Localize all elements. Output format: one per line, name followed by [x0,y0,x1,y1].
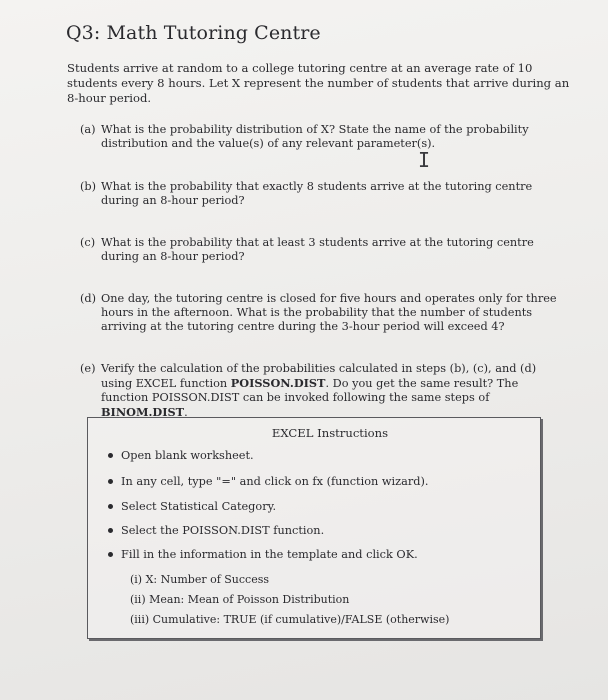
template-field: (ii) Mean: Mean of Poisson Distribution [130,593,350,606]
bullet-icon [108,479,113,484]
excel-instructions-box [87,417,541,639]
template-field: (iii) Cumulative: TRUE (if cumulative)/FALSE (otherwise) [130,613,450,626]
instruction-text: Open blank worksheet. [121,449,254,462]
intro-paragraph: Students arrive at random to a college tutoring centre at an average rate of 10 students every 8 hours. Let X represent the number of students that arrive during an 8-hour period. [67,61,570,105]
question-label: (c) [80,236,96,249]
question-text: What is the probability that at least 3 students arrive at the tutoring centre during an 8-hour period? [101,236,534,263]
instruction-text: Select the POISSON.DIST function. [121,524,325,537]
instruction-item [108,475,428,488]
question-text-part: Verify the calculation of the probabilities calculated in steps (b), (c), and (d) using EXCEL function [101,362,537,390]
instruction-item [108,500,276,513]
question-a [80,123,566,151]
question-d [80,292,566,334]
question-label: (a) [80,123,96,136]
question-text: What is the probability that exactly 8 students arrive at the tutoring centre during an 8-hour period? [101,180,533,207]
question-b [80,180,566,208]
question-text: One day, the tutoring centre is closed for five hours and operates only for three hours in the afternoon. What is the probability that the number of students arriving at the tutoring centre during the 3-hour period will exceed 4? [101,292,557,333]
instruction-item [108,548,418,561]
page-title: Q3: Math Tutoring Centre [66,22,321,44]
question-text-part: . [184,406,188,419]
function-name: POISSON.DIST [230,376,326,390]
question-text: What is the probability distribution of X? State the name of the probability distribution and the value(s) of any relevant parameter(s). [101,123,529,150]
function-name: BINOM.DIST [101,405,185,419]
question-text [80,362,566,420]
excel-instructions-title: EXCEL Instructions [271,426,389,440]
question-text-part: . Do you get the same result? The function POISSON.DIST can be invoked following the same steps of [101,377,519,404]
question-label: (e) [80,362,96,375]
bullet-icon [108,504,113,509]
bullet-icon [108,552,113,557]
instruction-text: Select Statistical Category. [121,500,277,513]
template-field: (i) X: Number of Success [130,573,270,586]
question-label: (b) [80,180,97,193]
instruction-item [108,449,254,462]
instruction-item [108,524,324,537]
question-c [80,236,566,264]
text-cursor-icon: I [418,148,431,172]
instruction-text: Fill in the information in the template and click OK. [121,548,418,561]
bullet-icon [108,453,113,458]
question-label: (d) [80,292,97,305]
instruction-text: In any cell, type "=" and click on fx (function wizard). [121,475,429,488]
question-e [80,362,566,420]
bullet-icon [108,528,113,533]
